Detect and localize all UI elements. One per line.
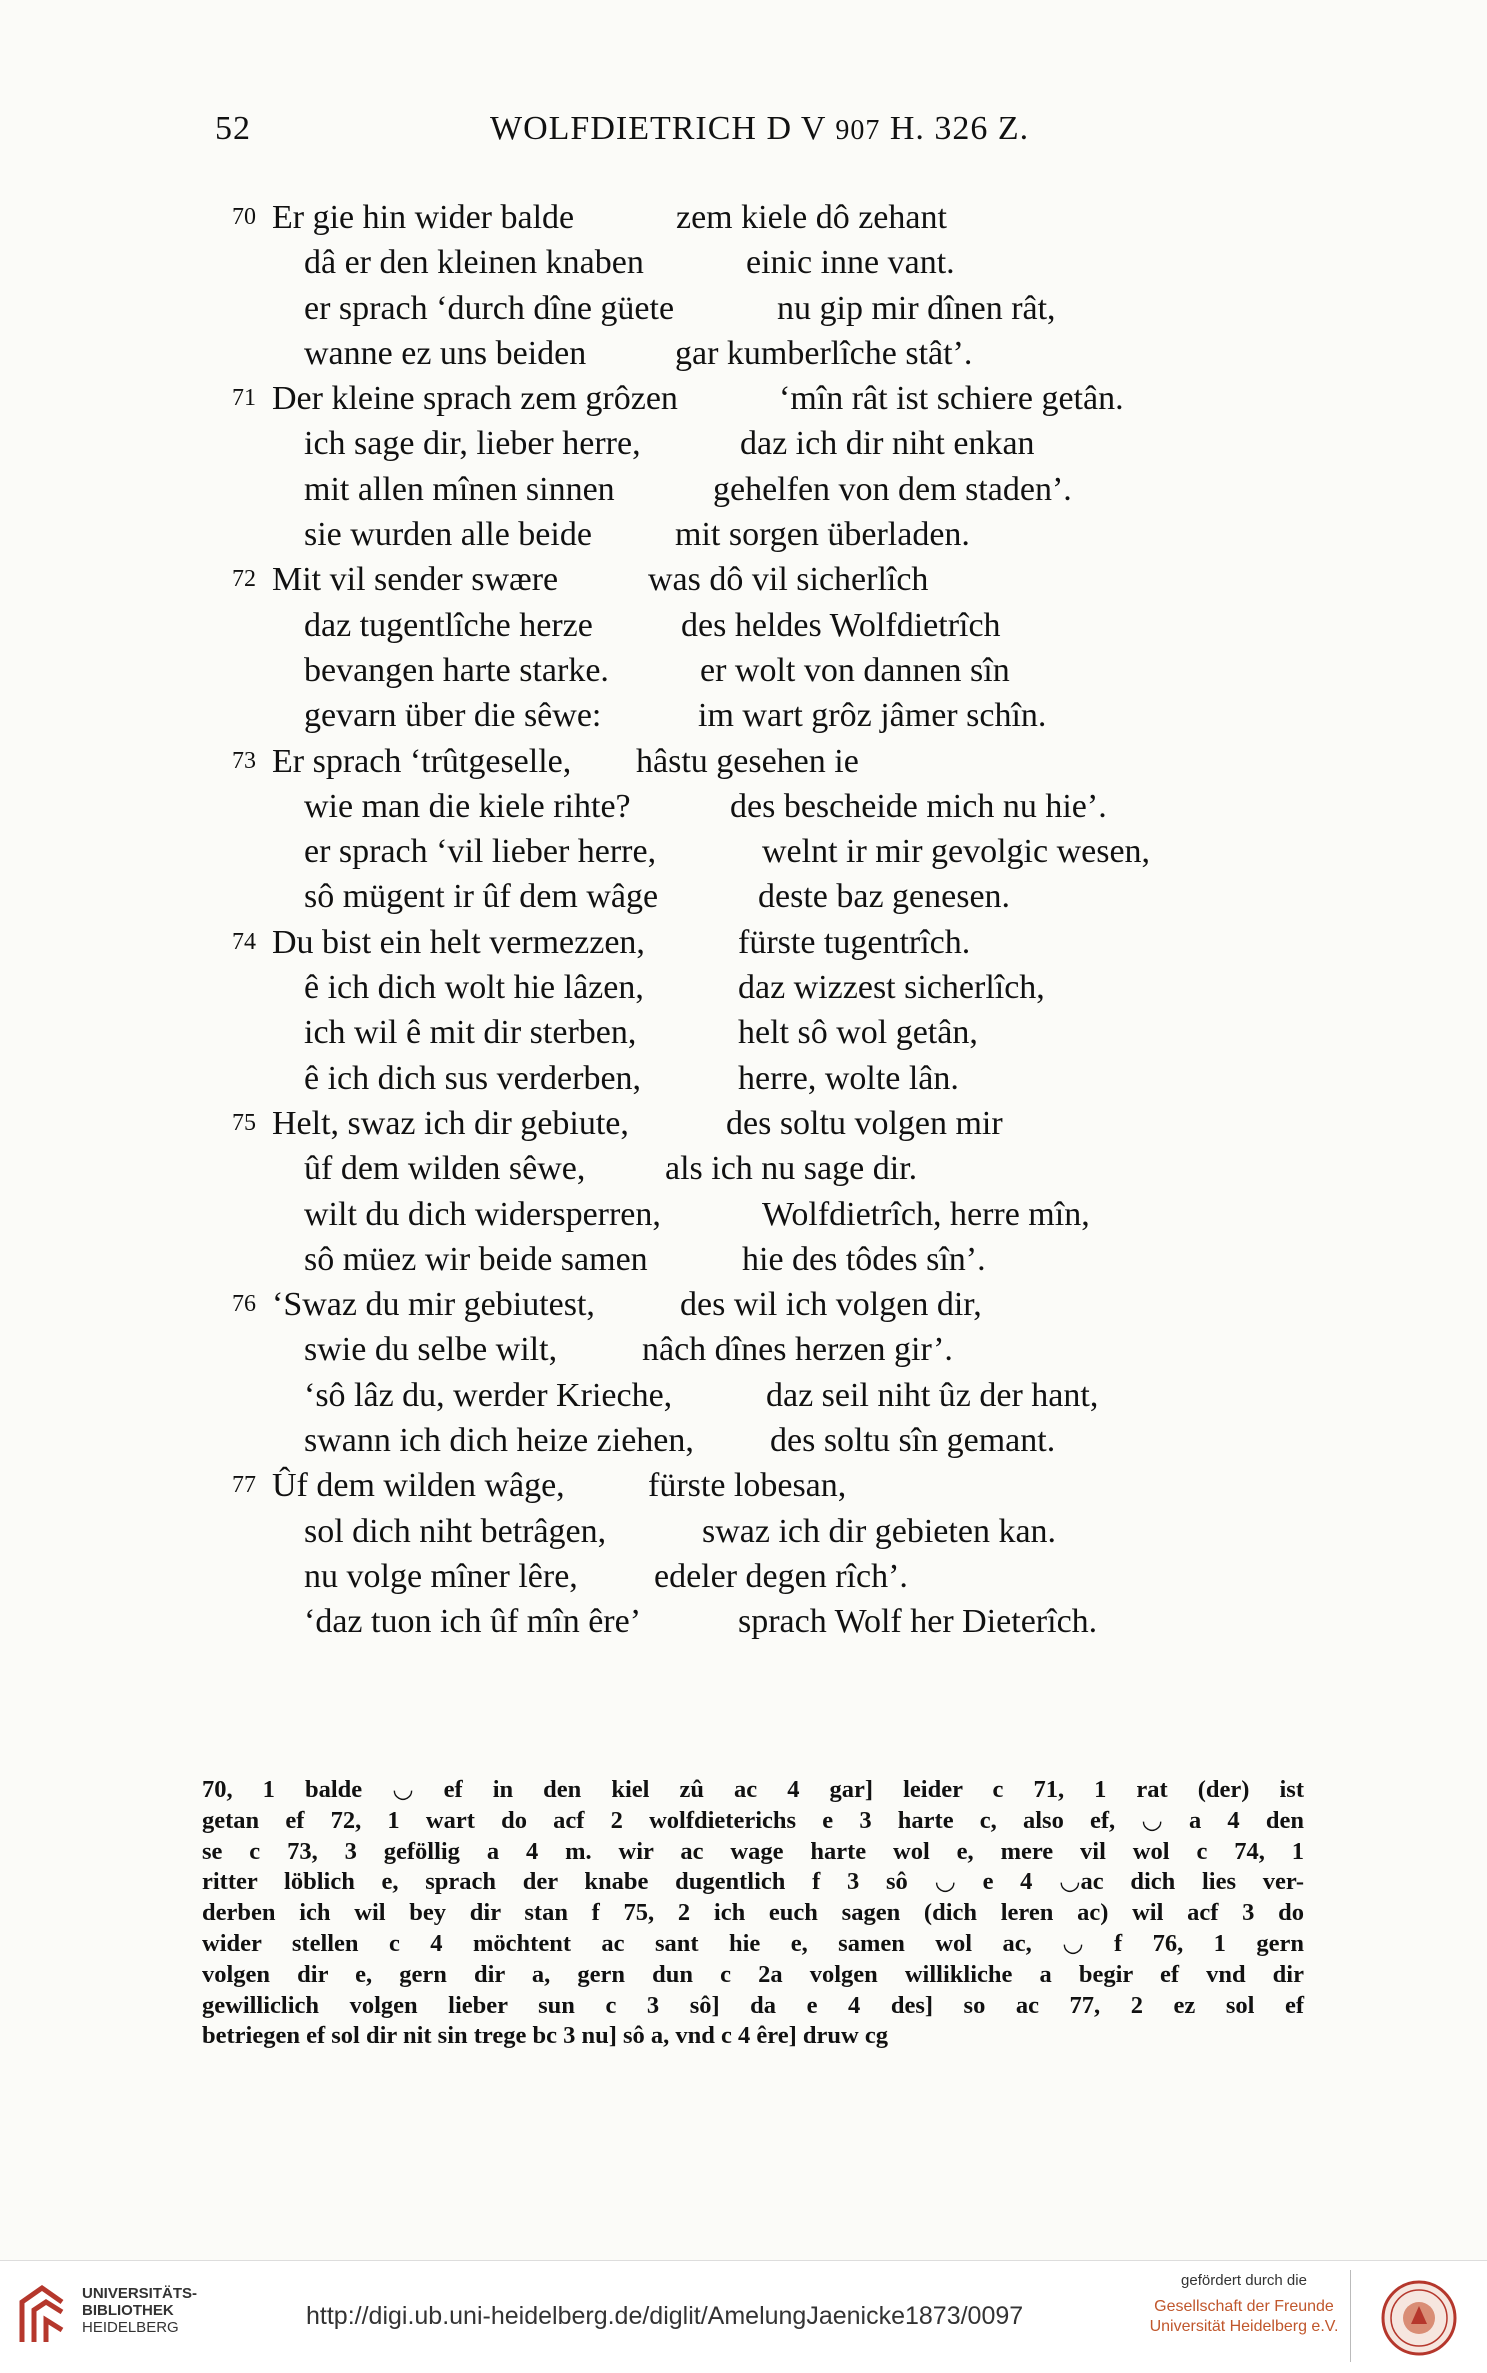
verse-line [0, 1373, 1487, 1418]
verse-line [0, 1010, 1487, 1055]
verse-second-half: Wolfdietrîch, herre mîn, [762, 1195, 1090, 1233]
verse-first-half: gevarn über die sêwe: [304, 697, 602, 735]
verse-first-half: mit allen mînen sinnen [304, 470, 615, 508]
verse-first-half: sie wurden alle beide [304, 516, 592, 554]
stanza-number: 72 [232, 566, 256, 593]
verse-first-half: ‘Swaz du mir gebiutest, [272, 1286, 595, 1324]
verse-second-half: daz wizzest sicherlîch, [738, 969, 1045, 1007]
verse-first-half: ich wil ê mit dir sterben, [304, 1014, 637, 1052]
verse-first-half: daz tugentlîche herze [304, 606, 593, 644]
running-header [215, 110, 1035, 160]
verse-line [0, 1101, 1487, 1146]
verse-second-half: gehelfen von dem staden’. [713, 470, 1072, 508]
note-line: wider stellen c 4 möchtent ac sant hie e, samen wol ac, ◡ f 76, 1 gern [202, 1929, 1304, 1957]
verse-first-half: er sprach ‘vil lieber herre, [304, 833, 657, 871]
verse-second-half: hie des tôdes sîn’. [742, 1240, 986, 1278]
verse-first-half: nu volge mîner lêre, [304, 1557, 578, 1595]
verse-line [0, 331, 1487, 376]
stanza-number: 70 [232, 204, 256, 230]
verse-second-half: mit sorgen überladen. [675, 516, 970, 554]
note-line: getan ef 72, 1 wart do acf 2 wolfdieterichs e 3 harte c, also ef, ◡ a 4 den [202, 1806, 1304, 1834]
verse-second-half: deste baz genesen. [758, 878, 1011, 916]
library-name: UNIVERSITÄTS- BIBLIOTHEK HEIDELBERG [82, 2285, 198, 2336]
verse-second-half: einic inne vant. [746, 244, 955, 282]
verse-first-half: ûf dem wilden sêwe, [304, 1150, 586, 1188]
verse-second-half: sprach Wolf her Dieterîch. [738, 1603, 1098, 1641]
verse-first-half: sol dich niht betrâgen, [304, 1512, 607, 1550]
stanza-number: 76 [232, 1291, 256, 1318]
verse-second-half: er wolt von dannen sîn [700, 651, 1010, 689]
verse-line [0, 1056, 1487, 1101]
verse-second-half: nâch dînes herzen gir’. [642, 1331, 953, 1369]
verse-line [0, 603, 1487, 648]
verse-line [0, 1509, 1487, 1554]
note-line: 70, 1 balde ◡ ef in den kiel zû ac 4 gar] leider c 71, 1 rat (der) ist [202, 1776, 1304, 1803]
verse-first-half: sô mügent ir ûf dem wâge [304, 878, 659, 916]
page-title: WOLFDIETRICH D V 907 H. 326 Z. [490, 110, 1030, 147]
verse-second-half: nu gip mir dînen rât, [777, 289, 1056, 327]
verse-text [0, 195, 1487, 1645]
verse-first-half: ich sage dir, lieber herre, [304, 425, 641, 463]
verse-second-half: helt sô wol getân, [738, 1014, 978, 1052]
verse-line [0, 1463, 1487, 1508]
stanza-number: 77 [232, 1472, 256, 1499]
verse-line [0, 1327, 1487, 1372]
verse-second-half: im wart grôz jâmer schîn. [698, 697, 1047, 735]
critical-apparatus [202, 1775, 1304, 2052]
verse-line [0, 784, 1487, 829]
verse-line [0, 693, 1487, 738]
verse-first-half: wilt du dich widersperren, [304, 1195, 661, 1233]
sponsor-label: gefördert durch die [1181, 2272, 1307, 2289]
stanza-number: 71 [232, 385, 256, 412]
verse-first-half: wanne ez uns beiden [304, 334, 587, 372]
verse-first-half: Helt, swaz ich dir gebiute, [272, 1104, 629, 1142]
verse-line [0, 1599, 1487, 1644]
verse-first-half: wie man die kiele rihte? [304, 787, 631, 825]
verse-second-half: daz seil niht ûz der hant, [766, 1376, 1099, 1414]
verse-second-half: zem kiele dô zehant [676, 199, 947, 236]
verse-first-half: swann ich dich heize ziehen, [304, 1422, 694, 1460]
verse-second-half: daz ich dir niht enkan [740, 425, 1035, 463]
note-line: volgen dir e, gern dir a, gern dun c 2a volgen willikliche a begir ef vnd dir [202, 1960, 1304, 1988]
stanza-number: 74 [232, 928, 256, 955]
verse-first-half: sô müez wir beide samen [304, 1240, 648, 1278]
verse-second-half: als ich nu sage dir. [665, 1150, 918, 1188]
verse-first-half: Du bist ein helt vermezzen, [272, 923, 645, 961]
verse-line [0, 874, 1487, 919]
verse-second-half: des bescheide mich nu hie’. [730, 787, 1107, 825]
verse-line [0, 376, 1487, 421]
note-line: ritter löblich e, sprach der knabe dugentlich f 3 sô ◡ e 4 ◡ac dich lies ver- [202, 1868, 1304, 1896]
verse-first-half: ‘daz tuon ich ûf mîn êre’ [304, 1603, 642, 1641]
verse-line [0, 829, 1487, 874]
verse-line [0, 1237, 1487, 1282]
verse-line [0, 1282, 1487, 1327]
verse-line [0, 920, 1487, 965]
verse-line [0, 286, 1487, 331]
note-line: betriegen ef sol dir nit sin trege bc 3 nu] sô a, vnd c 4 êre] druw cg [202, 2022, 888, 2050]
verse-second-half: swaz ich dir gebieten kan. [702, 1512, 1057, 1550]
stanza-number: 75 [232, 1109, 256, 1136]
verse-first-half: Der kleine sprach zem grôzen [272, 380, 678, 418]
note-line: se c 73, 3 geföllig a 4 m. wir ac wage harte wol e, mere vil wol c 74, 1 [202, 1837, 1304, 1865]
verse-first-half: Er sprach ‘trûtgeselle, [272, 742, 572, 780]
stanza-number: 73 [232, 747, 256, 774]
verse-first-half: ê ich dich wolt hie lâzen, [304, 969, 644, 1007]
verse-first-half: swie du selbe wilt, [304, 1331, 558, 1369]
verse-first-half: bevangen harte starke. [304, 651, 609, 689]
verse-line [0, 557, 1487, 602]
sponsor-name-line2: Universität Heidelberg e.V. [1149, 2318, 1339, 2335]
verse-first-half: Mit vil sender swære [272, 561, 559, 599]
divider [1350, 2270, 1351, 2362]
verse-first-half: er sprach ‘durch dîne güete [304, 289, 675, 327]
verse-line [0, 965, 1487, 1010]
note-line: derben ich wil bey dir stan f 75, 2 ich euch sagen (dich leren ac) wil acf 3 do [202, 1899, 1304, 1927]
sponsor-name-line1: Gesellschaft der Freunde [1154, 2298, 1334, 2315]
verse-line [0, 195, 1487, 240]
verse-second-half: gar kumberlîche stât’. [675, 334, 973, 372]
verse-second-half: des heldes Wolfdietrîch [681, 606, 1001, 644]
verse-second-half: des soltu sîn gemant. [770, 1422, 1056, 1460]
verse-line [0, 1554, 1487, 1599]
verse-second-half: des soltu volgen mir [726, 1104, 1003, 1142]
page-number: 52 [215, 110, 251, 147]
verse-line [0, 421, 1487, 466]
verse-line [0, 467, 1487, 512]
verse-line [0, 1418, 1487, 1463]
verse-second-half: was dô vil sicherlîch [648, 561, 929, 599]
verse-first-half: dâ er den kleinen knaben [304, 244, 644, 282]
verse-second-half: edeler degen rîch’. [654, 1557, 908, 1595]
verse-first-half: ‘sô lâz du, werder Krieche, [304, 1376, 673, 1414]
verse-second-half: herre, wolte lân. [738, 1059, 959, 1097]
verse-first-half: Er gie hin wider balde [272, 199, 575, 236]
verse-line [0, 1192, 1487, 1237]
sponsor-block [1148, 2272, 1340, 2337]
note-line: gewilliclich volgen lieber sun c 3 sô] da e 4 des] so ac 77, 2 ez sol ef [202, 1991, 1304, 2019]
verse-second-half: fürste lobesan, [648, 1467, 847, 1505]
verse-line [0, 739, 1487, 784]
verse-line [0, 240, 1487, 285]
verse-second-half: ‘mîn rât ist schiere getân. [779, 380, 1124, 418]
verse-second-half: welnt ir mir gevolgic wesen, [762, 833, 1151, 871]
university-seal-icon [1370, 2278, 1468, 2358]
permalink-url[interactable]: http://digi.ub.uni-heidelberg.de/diglit/AmelungJaenicke1873/0097 [306, 2302, 1024, 2330]
verse-second-half: hâstu gesehen ie [636, 742, 859, 780]
verse-second-half: fürste tugentrîch. [738, 923, 971, 961]
verse-line [0, 648, 1487, 693]
verse-line [0, 1146, 1487, 1191]
verse-first-half: Ûf dem wilden wâge, [272, 1467, 565, 1505]
verse-second-half: des wil ich volgen dir, [680, 1286, 982, 1324]
library-logo-icon[interactable] [14, 2282, 72, 2348]
verse-line [0, 512, 1487, 557]
verse-first-half: ê ich dich sus verderben, [304, 1059, 642, 1097]
